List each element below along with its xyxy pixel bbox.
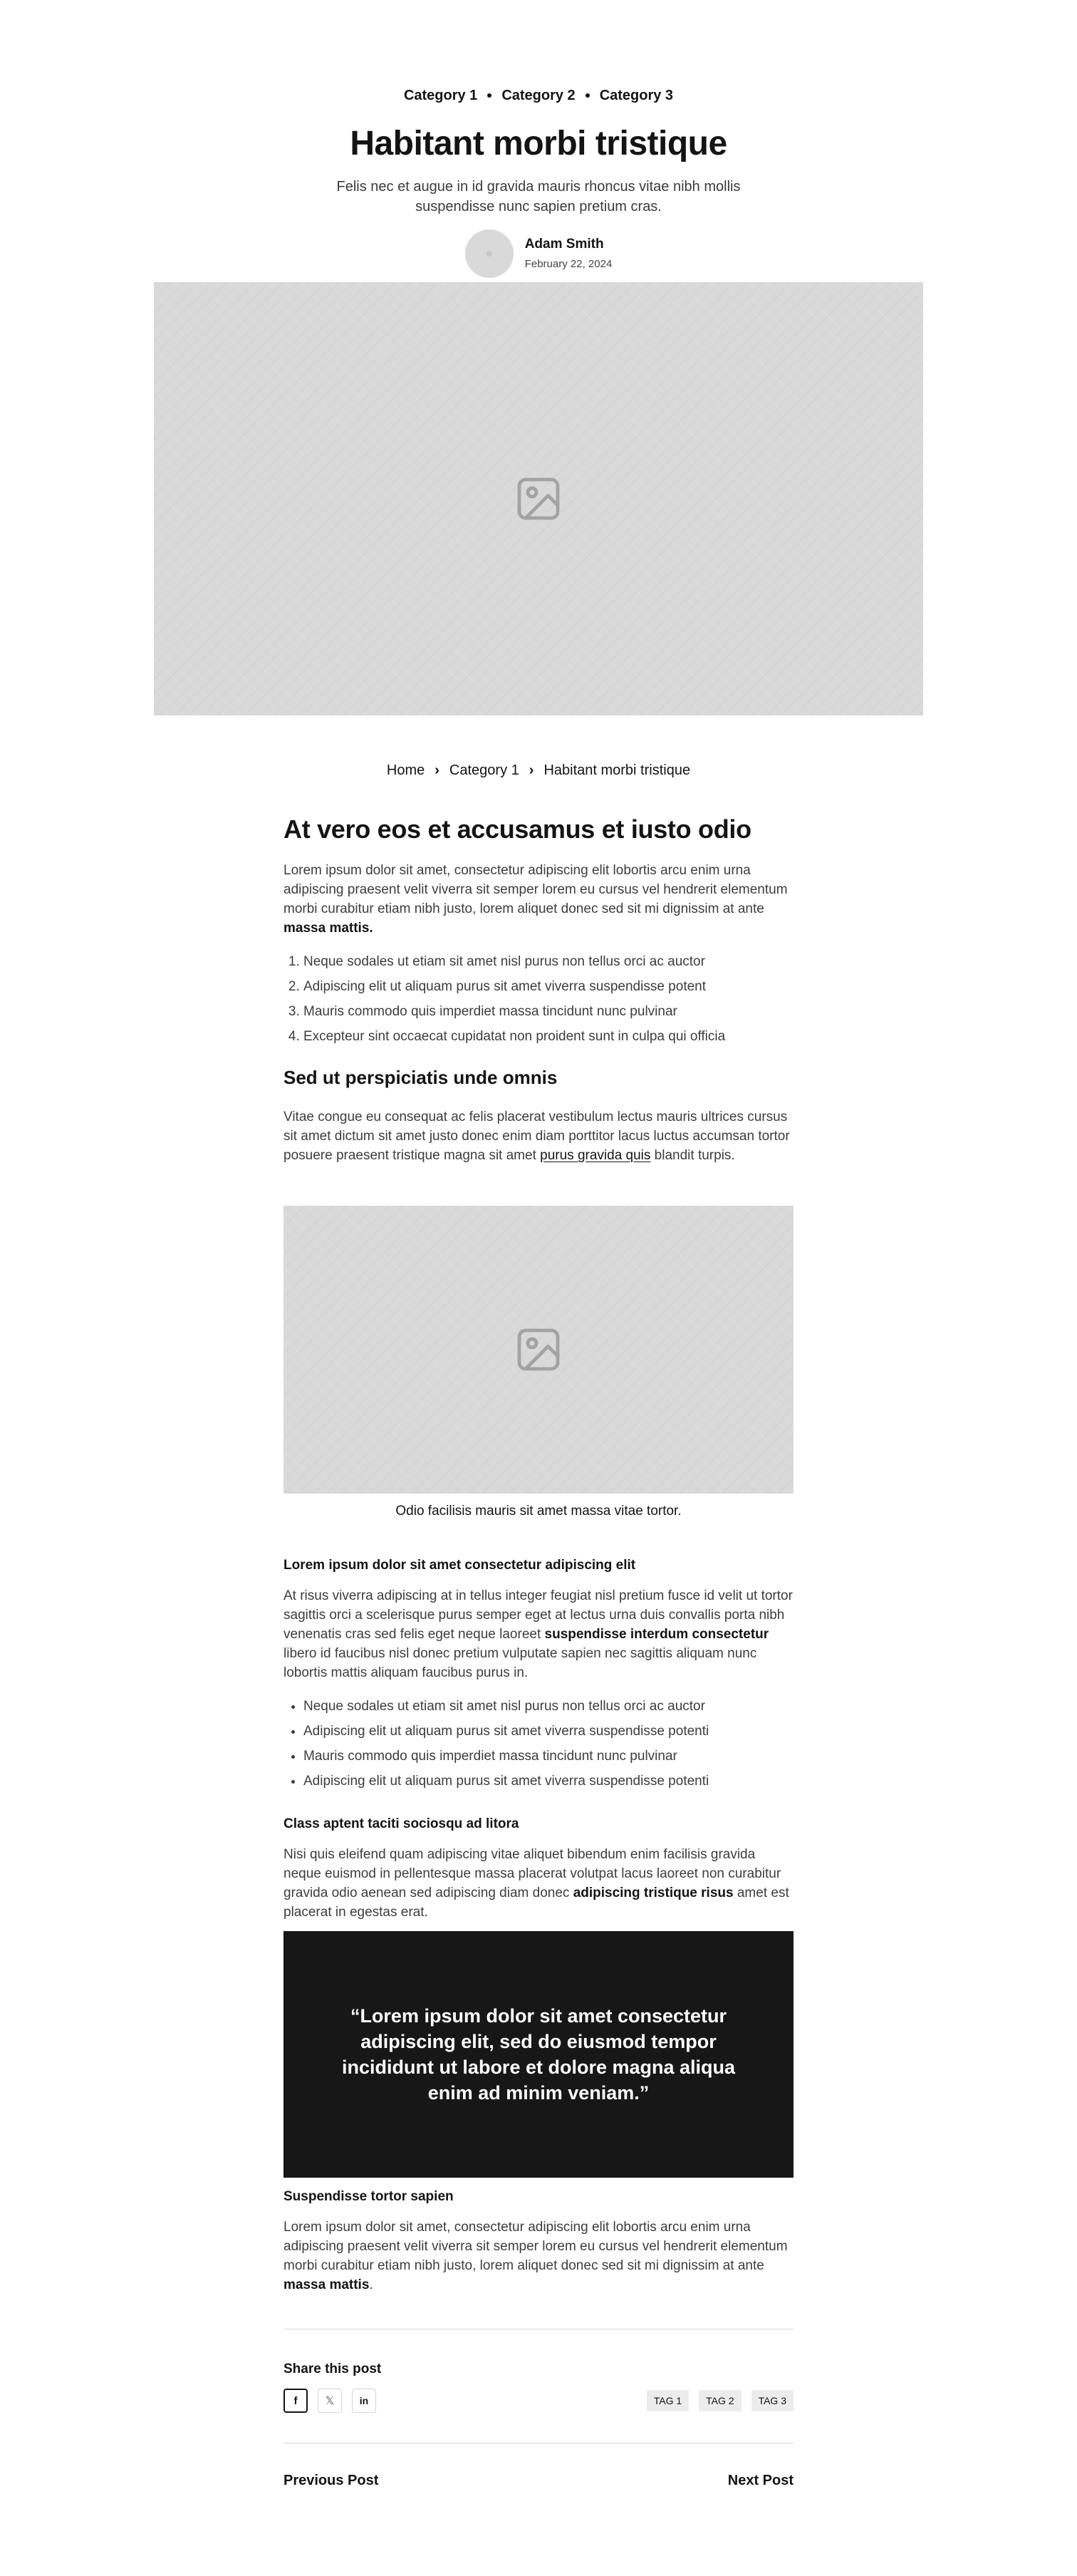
breadcrumb-home[interactable]: Home	[386, 762, 425, 778]
paragraph-4-tail: amet est placerat in egestas erat.	[283, 1886, 789, 1920]
separator-dot	[586, 93, 590, 98]
paragraph-3	[283, 1586, 794, 1682]
list-item: 1. Neque sodales ut etiam sit amet nisl purus non tellus orci ac auctor	[303, 952, 794, 971]
linkedin-icon[interactable]: in	[352, 2389, 376, 2413]
paragraph-5	[283, 2218, 794, 2295]
inline-link[interactable]: purus gravida quis	[540, 1148, 651, 1163]
breadcrumb-current: Habitant morbi tristique	[543, 762, 691, 778]
author-meta	[525, 235, 613, 272]
list-item: • Mauris commodo quis imperdiet massa tincidunt nunc pulvinar	[303, 1747, 794, 1766]
facebook-icon[interactable]: f	[283, 2389, 308, 2413]
avatar	[465, 229, 514, 278]
section-heading: Sed ut perspiciatis unde omnis	[283, 1067, 558, 1088]
category-list	[0, 86, 1077, 105]
list-item: • Adipiscing elit ut aliquam purus sit amet viverra suspendisse potenti	[303, 1771, 794, 1791]
post-subtitle: Felis nec et augue in id gravida mauris rhoncus vitae nibh mollis suspendisse nunc sapien pretium cras.	[336, 179, 741, 214]
paragraph-2-tail: blandit turpis.	[650, 1148, 735, 1163]
previous-post-link[interactable]: Previous Post	[283, 2473, 379, 2488]
paragraph-5-bold: massa mattis	[283, 2277, 370, 2292]
post-header	[0, 86, 1077, 278]
category-link-2[interactable]: Category 2	[501, 87, 576, 103]
paragraph-3-tail: libero id faucibus nisl donec pretium vulputate sapien nec sagittis aliquam nunc lobortis mattis aliquam faucibus purus in.	[283, 1646, 757, 1680]
list-item: 3. Mauris commodo quis imperdiet massa tincidunt nunc pulvinar	[303, 1002, 794, 1021]
social-share-buttons	[283, 2389, 376, 2413]
tag-3[interactable]: TAG 3	[751, 2390, 794, 2411]
bullet-list	[283, 1697, 794, 1791]
share-title: Share this post	[283, 2362, 382, 2376]
tag-1[interactable]: TAG 1	[647, 2390, 689, 2411]
list-item: 4. Excepteur sint occaecat cupidatat non proident sunt in culpa qui officia	[303, 1027, 794, 1046]
chevron-right-icon: ›	[435, 762, 439, 778]
paragraph-4	[283, 1845, 794, 1922]
paragraph-3-text: At risus viverra adipiscing at in tellus integer feugiat nisl pretium fusce id velit ut tortor sagittis orci a scelerisque purus semper eget at lectus urna duis convallis porta nibh venenatis cras sed felis eget neque laoreet	[283, 1588, 793, 1642]
separator-dot	[487, 93, 491, 98]
author-name: Adam Smith	[524, 237, 604, 252]
list-item: 2. Adipiscing elit ut aliquam purus sit amet viverra suspendisse potent	[303, 977, 794, 996]
paragraph-1	[283, 861, 794, 938]
list-item: • Adipiscing elit ut aliquam purus sit amet viverra suspendisse potenti	[303, 1722, 794, 1741]
tag-list	[647, 2390, 794, 2411]
author-block	[0, 229, 1077, 278]
paragraph-3-bold: suspendisse interdum consectetur	[544, 1627, 769, 1642]
breadcrumb-category[interactable]: Category 1	[449, 762, 519, 778]
list-item: • Neque sodales ut etiam sit amet nisl purus non tellus orci ac auctor	[303, 1697, 794, 1716]
article-heading: At vero eos et accusamus et iusto odio	[283, 814, 751, 844]
paragraph-2	[283, 1107, 794, 1165]
ordered-list	[283, 952, 794, 1046]
paragraph-2-text: Vitae congue eu consequat ac felis placerat vestibulum lectus mauris ultrices cursus sit amet dictum sit amet justo donec enim diam porttitor lacus luctus accumsan tortor posuere praesent tristique magna sit amet	[283, 1109, 790, 1163]
hero-image	[154, 282, 923, 715]
quote-block	[283, 1931, 794, 2178]
breadcrumb	[0, 762, 1077, 779]
article-image	[283, 1206, 794, 1494]
paragraph-5-text: Lorem ipsum dolor sit amet, consectetur adipiscing elit lobortis arcu enim urna adipiscing praesent velit viverra sit semper lorem eu cursus vel hendrerit elementum morbi curabitur etiam nibh justo, lorem aliquet donec sed sit mi dignissim at ante	[283, 2220, 788, 2273]
article-body-3	[283, 2188, 794, 2295]
chevron-right-icon: ›	[529, 762, 534, 778]
category-link-3[interactable]: Category 3	[599, 87, 674, 103]
subheading-2: Class aptent taciti sociosqu ad litora	[283, 1816, 519, 1831]
paragraph-4-text: Nisi quis eleifend quam adipiscing vitae aliquet bibendum enim facilisis gravida neque euismod in pellentesque massa placerat volutpat lacus laoreet non curabitur gravida odio aenean sed adipiscing diam donec	[283, 1847, 781, 1900]
paragraph-1-text: Lorem ipsum dolor sit amet, consectetur adipiscing elit lobortis arcu enim urna adipiscing praesent velit viverra sit semper lorem eu cursus vel hendrerit elementum morbi curabitur etiam nibh justo, lorem aliquet donec sed sit mi dignissim at ante	[283, 863, 788, 916]
quote-text: “Lorem ipsum dolor sit amet consectetur adipiscing elit, sed do eiusmod tempor incididunt ut labore et dolore magna aliqua enim ad minim veniam.”	[341, 2005, 736, 2104]
article-body-2	[283, 1502, 794, 1922]
next-post-link[interactable]: Next Post	[727, 2473, 794, 2488]
subheading-3: Suspendisse tortor sapien	[283, 2189, 454, 2204]
article-body	[283, 812, 794, 1165]
image-icon	[513, 473, 564, 524]
category-link-1[interactable]: Category 1	[403, 87, 478, 103]
paragraph-1-bold: massa mattis.	[283, 921, 373, 936]
post-date: February 22, 2024	[524, 258, 613, 270]
paragraph-4-bold: adipiscing tristique risus	[573, 1886, 734, 1900]
x-icon[interactable]: 𝕏	[318, 2389, 342, 2413]
subheading-1: Lorem ipsum dolor sit amet consectetur adipiscing elit	[283, 1558, 636, 1573]
paragraph-5-tail: .	[369, 2277, 373, 2292]
tag-2[interactable]: TAG 2	[699, 2390, 741, 2411]
image-icon	[513, 1324, 564, 1375]
image-caption: Odio facilisis mauris sit amet massa vitae tortor.	[395, 1504, 682, 1519]
post-title: Habitant morbi tristique	[350, 125, 727, 162]
